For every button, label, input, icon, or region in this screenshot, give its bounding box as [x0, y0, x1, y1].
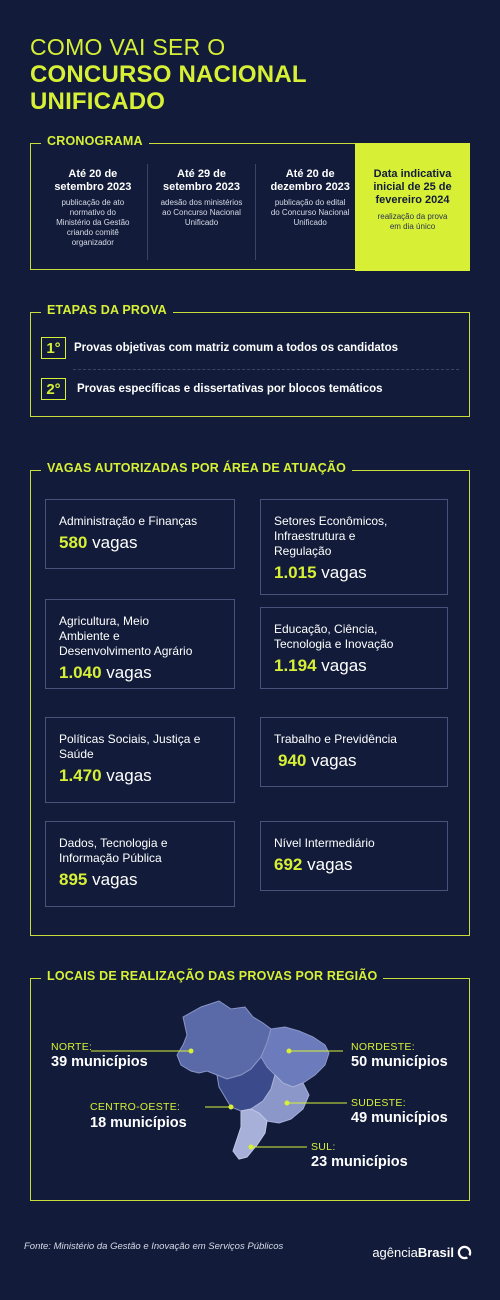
- source-note: Fonte: Ministério da Gestão e Inovação em Serviços Públicos: [24, 1241, 284, 1252]
- vagas-number: 1.470: [59, 766, 102, 785]
- card-vagas-count: [59, 870, 220, 890]
- vagas-card-setores-economicos: [260, 499, 448, 595]
- marker-sudeste: [285, 1101, 290, 1106]
- brand-circle-icon: [457, 1245, 472, 1260]
- vagas-card-administracao: [45, 499, 235, 569]
- etapa-text: Provas objetivas com matriz comum a todos os candidatos: [74, 342, 399, 354]
- desc-line: Ministério da Gestão: [56, 218, 130, 227]
- locais-label: LOCAIS DE REALIZAÇÃO DAS PROVAS POR REGIÃO: [41, 969, 383, 983]
- etapas-section: [30, 303, 470, 417]
- area-line: Infraestrutura e: [274, 529, 356, 543]
- area-line: Desenvolvimento Agrário: [59, 644, 193, 658]
- area-line: Agricultura, Meio: [59, 614, 150, 628]
- desc-line: normativo do: [69, 208, 116, 217]
- area-line: Regulação: [274, 544, 332, 558]
- area-line: Nível Intermediário: [274, 836, 375, 850]
- desc-line: em dia único: [389, 222, 436, 231]
- vagas-card-nivel-intermediario: [260, 821, 448, 891]
- vagas-unit: vagas: [307, 855, 353, 874]
- vagas-unit: vagas: [321, 563, 367, 582]
- cronograma-section: [30, 134, 470, 270]
- vagas-card-politicas-sociais: [45, 717, 235, 803]
- vagas-section: [30, 461, 470, 936]
- locais-section: [30, 969, 470, 1201]
- marker-norte: [189, 1049, 194, 1054]
- card-area-name: [274, 836, 433, 851]
- card-vagas-count: [278, 751, 433, 771]
- etapa-item-1: [41, 337, 398, 359]
- title-line-2: CONCURSO NACIONAL: [30, 61, 307, 88]
- cronograma-highlight: [355, 143, 470, 271]
- card-area-name: [59, 836, 220, 866]
- card-area-name: [59, 614, 220, 659]
- desc-line: criando comitê: [66, 228, 119, 237]
- cronograma-date: [260, 168, 360, 194]
- area-line: Dados, Tecnologia e: [59, 836, 168, 850]
- vagas-number: 1.194: [274, 656, 317, 675]
- etapas-label: ETAPAS DA PROVA: [41, 303, 173, 317]
- vagas-unit: vagas: [311, 751, 357, 770]
- region-count-sul: 23 municípios: [311, 1154, 408, 1170]
- region-count-sudeste: 49 municípios: [351, 1110, 448, 1126]
- highlight-line: Data indicativa: [373, 168, 452, 180]
- card-vagas-count: [59, 766, 220, 786]
- area-line: Setores Econômicos,: [274, 514, 388, 528]
- cronograma-description: [43, 198, 143, 248]
- desc-line: ao Concurso Nacional: [162, 208, 241, 217]
- card-vagas-count: [274, 656, 433, 676]
- area-line: Trabalho e Previdência: [274, 732, 397, 746]
- region-count-nordeste: 50 municípios: [351, 1054, 448, 1070]
- cronograma-timeline: [39, 164, 364, 260]
- date-line: setembro 2023: [162, 181, 241, 193]
- card-area-name: [274, 732, 433, 747]
- area-line: Ambiente e: [59, 629, 120, 643]
- desc-line: organizador: [71, 238, 114, 247]
- area-line: Tecnologia e Inovação: [274, 637, 394, 651]
- vagas-card-trabalho: [260, 717, 448, 787]
- highlight-description: [355, 212, 470, 232]
- etapa-number-badge: 1°: [41, 337, 66, 359]
- cronograma-item-1: [39, 164, 147, 260]
- desc-line: adesão dos ministérios: [160, 198, 243, 207]
- desc-line: publicação do edital: [274, 198, 346, 207]
- cronograma-date: [152, 168, 252, 194]
- vagas-unit: vagas: [106, 766, 152, 785]
- vagas-number: 895: [59, 870, 88, 889]
- date-line: setembro 2023: [54, 181, 132, 193]
- region-label-centro-oeste: CENTRO-OESTE:: [90, 1101, 181, 1113]
- area-line: Políticas Sociais, Justiça e: [59, 732, 201, 746]
- cronograma-item-3: [255, 164, 364, 260]
- card-vagas-count: [59, 533, 220, 553]
- region-label-nordeste: NORDESTE:: [351, 1041, 415, 1053]
- highlight-line: inicial de 25 de: [373, 181, 452, 193]
- vagas-number: 692: [274, 855, 303, 874]
- cronograma-item-2: [147, 164, 256, 260]
- card-vagas-count: [274, 563, 433, 583]
- vagas-card-agricultura: [45, 599, 235, 689]
- card-vagas-count: [59, 663, 220, 683]
- vagas-number: 1.015: [274, 563, 317, 582]
- vagas-card-educacao: [260, 607, 448, 689]
- vagas-unit: vagas: [321, 656, 367, 675]
- desc-line: publicação de ato: [61, 198, 125, 207]
- etapa-number-badge: 2°: [41, 378, 66, 400]
- marker-sul: [249, 1145, 254, 1150]
- card-area-name: [59, 732, 220, 762]
- area-line: Saúde: [59, 747, 94, 761]
- cronograma-description: [152, 198, 252, 228]
- card-area-name: [274, 514, 433, 559]
- brand-text-bold: Brasil: [417, 1245, 454, 1260]
- desc-line: Unificado: [184, 218, 219, 227]
- cronograma-description: [260, 198, 360, 228]
- desc-line: realização da prova: [377, 212, 448, 221]
- date-line: Até 29 de: [177, 168, 226, 180]
- region-label-sudeste: SUDESTE:: [351, 1097, 406, 1109]
- vagas-unit: vagas: [106, 663, 152, 682]
- card-vagas-count: [274, 855, 433, 875]
- area-line: Educação, Ciência,: [274, 622, 378, 636]
- page-title: [30, 34, 470, 115]
- vagas-number: 580: [59, 533, 88, 552]
- title-line-3: UNIFICADO: [30, 88, 166, 115]
- region-label-sul: SUL:: [311, 1141, 336, 1153]
- cronograma-date: [43, 168, 143, 194]
- date-line: Até 20 de: [68, 168, 118, 180]
- vagas-number: 1.040: [59, 663, 102, 682]
- cronograma-label: CRONOGRAMA: [41, 134, 149, 148]
- agencia-brasil-logo: [372, 1245, 472, 1260]
- vagas-number: 940: [278, 751, 307, 770]
- region-count-centro-oeste: 18 municípios: [90, 1115, 187, 1131]
- etapa-item-2: [41, 378, 383, 400]
- desc-line: Unificado: [293, 218, 327, 227]
- area-line: Administração e Finanças: [59, 514, 198, 528]
- map-region-sul: [233, 1109, 267, 1159]
- highlight-line: fevereiro 2024: [375, 194, 450, 206]
- vagas-label: VAGAS AUTORIZADAS POR ÁREA DE ATUAÇÃO: [41, 461, 352, 475]
- area-line: Informação Pública: [59, 851, 162, 865]
- divider: [73, 369, 459, 370]
- card-area-name: [274, 622, 433, 652]
- etapa-text: Provas específicas e dissertativas por blocos temáticos: [77, 383, 383, 395]
- title-line-1: COMO VAI SER O: [30, 34, 226, 60]
- date-line: dezembro 2023: [270, 181, 350, 193]
- desc-line: do Concurso Nacional: [270, 208, 350, 217]
- date-line: Até 20 de: [285, 168, 335, 180]
- vagas-unit: vagas: [92, 870, 138, 889]
- region-count-norte: 39 municípios: [51, 1054, 148, 1070]
- region-label-norte: NORTE:: [51, 1041, 93, 1053]
- marker-nordeste: [287, 1049, 292, 1054]
- vagas-card-dados-tecnologia: [45, 821, 235, 907]
- brand-text-light: agência: [372, 1245, 418, 1260]
- vagas-unit: vagas: [92, 533, 138, 552]
- highlight-date: [355, 168, 470, 207]
- marker-centro-oeste: [229, 1105, 234, 1110]
- card-area-name: [59, 514, 220, 529]
